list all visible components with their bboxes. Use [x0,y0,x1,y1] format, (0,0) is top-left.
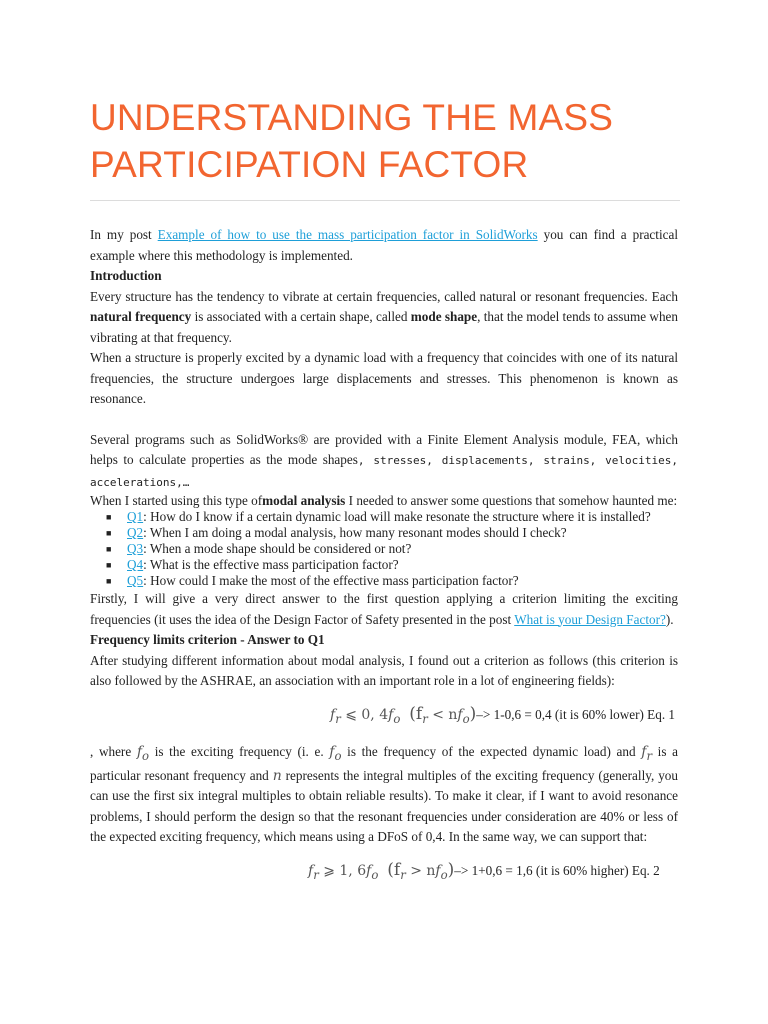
resonance-paragraph: When a structure is properly excited by a dynamic load with a frequency that coincides with one of its natural frequencies, the structure undergoes large displacements and stresses. This phenomenon is known as resonance. [90,350,678,406]
design-factor-link[interactable]: What is your Design Factor? [514,611,666,627]
para4-text-a: When I started using this type of [90,493,263,508]
list-item [90,573,678,589]
fea-paragraph [90,430,678,494]
para1-text-a: Every structure has the tendency to vibrate at certain frequencies, called natural or resonant frequencies. Each [90,288,678,304]
modal-analysis-term: modal analysis [262,493,346,508]
para7-text-c: is the frequency of the expected dynamic load) and [341,743,642,759]
q4-link[interactable]: Q4 [127,557,144,572]
bullet-icon: ■ [106,576,112,586]
bullet-icon: ■ [106,560,112,570]
q5-link[interactable]: Q5 [127,573,144,588]
solidworks-example-link[interactable]: Example of how to use the mass participation factor in SolidWorks [157,227,538,242]
equation-1 [90,692,678,736]
equation-2 [90,848,678,892]
para4-text-b: I needed to answer some questions that somehow haunted me: [345,493,678,508]
page-title: UNDERSTANDING THE MASS PARTICIPATION FACTOR [90,97,614,185]
question-text: : How could I make the most of the effective mass participation factor? [143,573,519,588]
modal-analysis-paragraph [90,493,678,509]
natural-frequency-term: natural frequency [90,309,192,324]
para3-text: Several programs such as SolidWorks® are provided with a Finite Element Analysis module, FEA, which helps to calculate properties as the mode shapes [90,431,678,467]
where-paragraph [90,742,678,848]
eq2-formula: $f_r$ ⩾ 1, $6f_o$ $(f_r > nf_o)$ [308,859,455,882]
eq1-formula: $f_r$ ⩽ 0, $4f_o$ $(f_r < nf_o)$ [330,703,477,726]
frequency-criterion-heading: Frequency limits criterion - Answer to Q1 [90,632,325,647]
para5-text-a: Firstly, I will give a very direct answer to the first question applying a criterion limiting the exciting frequencies (it uses the idea of the Design Factor of Safety presented in the post [90,591,678,627]
list-item [90,509,678,525]
question-text: : How do I know if a certain dynamic load will make resonate the structure where it is installed? [143,509,651,524]
n-symbol: n [272,767,282,784]
bullet-icon: ■ [106,512,112,522]
eq1-result-text: –> 1-0,6 = 0,4 (it is 60% lower) Eq. 1 [476,706,676,722]
para1-text-c: , that the model tends to assume when vibrating at that frequency. [90,309,678,345]
list-item [90,557,678,573]
question-text: : When a mode shape should be considered or not? [143,541,412,556]
firstly-paragraph [90,589,678,630]
para7-text-e: represents the integral multiples of the exciting frequency (generally, you can use the first six integral multiples to obtain reliable results). To make it clear, if I want to avoid resonance problems, I should perform the design so that the resonant frequencies under consideration are 40% or less of the expected exciting frequency, which means using a DFoS of 0,4. In the same way, we can support that: [90,767,678,845]
questions-list [90,509,678,589]
intro-text-after: you can find a practical example where this methodology is implemented. [90,227,678,263]
q2-link[interactable]: Q2 [127,525,144,540]
ashrae-paragraph: After studying different information about modal analysis, I found out a criterion as follows (this criterion is also followed by the ASHRAE, an association with an important role in a lot of engineering fields): [90,652,678,688]
para7-text-a: , where [90,743,137,759]
fea-properties-list: , stresses, displacements, strains, velocities, accelerations,… [90,454,679,489]
q3-link[interactable]: Q3 [127,541,144,556]
list-item [90,541,678,557]
intro-text-before: In my post [90,227,158,242]
q1-link[interactable]: Q1 [127,509,144,524]
paragraph-gap [90,410,678,430]
fo-symbol: $f_o$ [136,743,150,763]
question-text: : What is the effective mass participation factor? [143,557,399,572]
natural-frequency-paragraph [90,287,678,349]
introduction-heading: Introduction [90,268,162,283]
intro-paragraph [90,225,678,266]
para7-text-b: is the exciting frequency (i. e. [149,743,330,759]
bullet-icon: ■ [106,528,112,538]
question-text: : When I am doing a modal analysis, how many resonant modes should I check? [143,525,567,540]
para5-text-b: ). [665,611,674,627]
bullet-icon: ■ [106,544,112,554]
title-divider [90,200,680,201]
mode-shape-term: mode shape [410,309,478,324]
article-body [90,225,678,892]
fr-symbol: $f_r$ [641,743,653,763]
para1-text-b: is associated with a certain shape, called [191,309,411,324]
list-item [90,525,678,541]
para7-text-d: is a particular resonant frequency and [90,743,678,783]
fo-symbol: $f_o$ [329,743,342,763]
eq2-result-text: –> 1+0,6 = 1,6 (it is 60% higher) Eq. 2 [454,862,660,878]
